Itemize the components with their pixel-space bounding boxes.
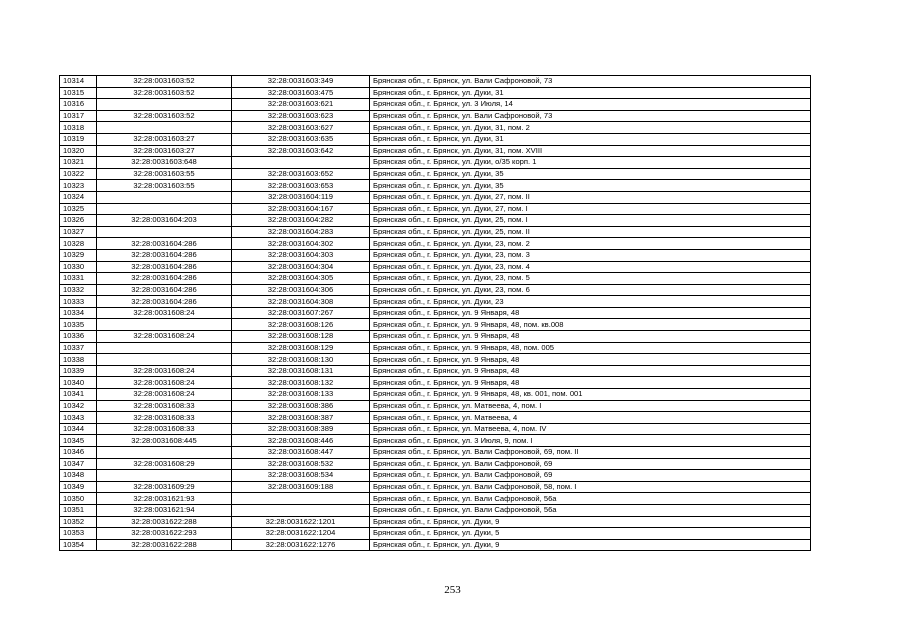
- address-cell: Брянская обл., г. Брянск, ул. Вали Сафроновой, 69, пом. II: [370, 447, 811, 459]
- row-number-cell: 10322: [60, 168, 97, 180]
- address-cell: Брянская обл., г. Брянск, ул. Дуки, 9: [370, 539, 811, 551]
- row-number-cell: 10315: [60, 87, 97, 99]
- address-cell: Брянская обл., г. Брянск, ул. Матвеева, 4: [370, 412, 811, 424]
- row-number-cell: 10350: [60, 493, 97, 505]
- row-number-cell: 10320: [60, 145, 97, 157]
- land-parcel-number-cell: 32:28:0031608:24: [97, 307, 232, 319]
- object-number-cell: 32:28:0031604:119: [232, 191, 370, 203]
- land-parcel-number-cell: [97, 470, 232, 482]
- table-row: [60, 481, 811, 493]
- address-cell: Брянская обл., г. Брянск, ул. Вали Сафроновой, 69: [370, 470, 811, 482]
- address-cell: Брянская обл., г. Брянск, ул. Вали Сафроновой, 73: [370, 110, 811, 122]
- row-number-cell: 10330: [60, 261, 97, 273]
- land-parcel-number-cell: 32:28:0031622:293: [97, 528, 232, 540]
- table-row: [60, 307, 811, 319]
- land-parcel-number-cell: 32:28:0031608:24: [97, 389, 232, 401]
- table-row: [60, 145, 811, 157]
- table-row: [60, 273, 811, 285]
- land-parcel-number-cell: 32:28:0031621:93: [97, 493, 232, 505]
- row-number-cell: 10333: [60, 296, 97, 308]
- table-row: [60, 261, 811, 273]
- object-number-cell: 32:28:0031604:306: [232, 284, 370, 296]
- land-parcel-number-cell: 32:28:0031604:286: [97, 296, 232, 308]
- object-number-cell: 32:28:0031608:389: [232, 423, 370, 435]
- land-parcel-number-cell: 32:28:0031608:33: [97, 400, 232, 412]
- land-parcel-number-cell: [97, 191, 232, 203]
- land-parcel-number-cell: 32:28:0031608:445: [97, 435, 232, 447]
- object-number-cell: 32:28:0031604:302: [232, 238, 370, 250]
- object-number-cell: 32:28:0031622:1201: [232, 516, 370, 528]
- land-parcel-number-cell: [97, 319, 232, 331]
- row-number-cell: 10354: [60, 539, 97, 551]
- object-number-cell: 32:28:0031604:303: [232, 249, 370, 261]
- object-number-cell: 32:28:0031608:446: [232, 435, 370, 447]
- object-number-cell: 32:28:0031603:635: [232, 133, 370, 145]
- land-parcel-number-cell: [97, 99, 232, 111]
- land-parcel-number-cell: [97, 354, 232, 366]
- address-cell: Брянская обл., г. Брянск, ул. Дуки, о/35 корп. 1: [370, 157, 811, 169]
- land-parcel-number-cell: 32:28:0031603:648: [97, 157, 232, 169]
- address-cell: Брянская обл., г. Брянск, ул. Дуки, 23, пом. 5: [370, 273, 811, 285]
- object-number-cell: 32:28:0031603:349: [232, 76, 370, 88]
- page-number: 253: [444, 584, 461, 596]
- table-row: [60, 157, 811, 169]
- row-number-cell: 10334: [60, 307, 97, 319]
- table-row: [60, 423, 811, 435]
- land-parcel-number-cell: 32:28:0031621:94: [97, 504, 232, 516]
- table-row: [60, 168, 811, 180]
- row-number-cell: 10344: [60, 423, 97, 435]
- land-parcel-number-cell: 32:28:0031604:286: [97, 238, 232, 250]
- land-parcel-number-cell: 32:28:0031603:27: [97, 145, 232, 157]
- land-parcel-number-cell: 32:28:0031608:29: [97, 458, 232, 470]
- row-number-cell: 10328: [60, 238, 97, 250]
- table-row: [60, 203, 811, 215]
- row-number-cell: 10332: [60, 284, 97, 296]
- address-cell: Брянская обл., г. Брянск, ул. Вали Сафроновой, 56а: [370, 504, 811, 516]
- object-number-cell: [232, 504, 370, 516]
- object-number-cell: 32:28:0031608:132: [232, 377, 370, 389]
- row-number-cell: 10349: [60, 481, 97, 493]
- row-number-cell: 10314: [60, 76, 97, 88]
- table-row: [60, 226, 811, 238]
- object-number-cell: 32:28:0031608:447: [232, 447, 370, 459]
- land-parcel-number-cell: 32:28:0031603:27: [97, 133, 232, 145]
- object-number-cell: 32:28:0031622:1276: [232, 539, 370, 551]
- table-row: [60, 365, 811, 377]
- land-parcel-number-cell: [97, 342, 232, 354]
- object-number-cell: 32:28:0031608:386: [232, 400, 370, 412]
- address-cell: Брянская обл., г. Брянск, ул. Дуки, 23, пом. 4: [370, 261, 811, 273]
- address-cell: Брянская обл., г. Брянск, ул. Матвеева, 4, пом. I: [370, 400, 811, 412]
- land-parcel-number-cell: 32:28:0031622:288: [97, 539, 232, 551]
- table-row: [60, 133, 811, 145]
- address-cell: Брянская обл., г. Брянск, ул. Дуки, 9: [370, 516, 811, 528]
- table-row: [60, 99, 811, 111]
- object-number-cell: 32:28:0031608:532: [232, 458, 370, 470]
- row-number-cell: 10326: [60, 215, 97, 227]
- object-number-cell: 32:28:0031608:133: [232, 389, 370, 401]
- object-number-cell: 32:28:0031608:129: [232, 342, 370, 354]
- object-number-cell: 32:28:0031603:653: [232, 180, 370, 192]
- address-cell: Брянская обл., г. Брянск, ул. Дуки, 31, пом. XVIII: [370, 145, 811, 157]
- address-cell: Брянская обл., г. Брянск, ул. Вали Сафроновой, 69: [370, 458, 811, 470]
- land-parcel-number-cell: 32:28:0031608:33: [97, 423, 232, 435]
- row-number-cell: 10342: [60, 400, 97, 412]
- address-cell: Брянская обл., г. Брянск, ул. Вали Сафроновой, 58, пом. I: [370, 481, 811, 493]
- object-number-cell: 32:28:0031603:652: [232, 168, 370, 180]
- land-parcel-number-cell: 32:28:0031603:52: [97, 110, 232, 122]
- row-number-cell: 10318: [60, 122, 97, 134]
- table-row: [60, 110, 811, 122]
- object-number-cell: 32:28:0031604:282: [232, 215, 370, 227]
- object-number-cell: 32:28:0031603:627: [232, 122, 370, 134]
- table-body: [60, 76, 811, 551]
- address-cell: Брянская обл., г. Брянск, ул. Дуки, 23, пом. 2: [370, 238, 811, 250]
- row-number-cell: 10319: [60, 133, 97, 145]
- address-cell: Брянская обл., г. Брянск, ул. Дуки, 25, пом. I: [370, 215, 811, 227]
- table-row: [60, 539, 811, 551]
- object-number-cell: 32:28:0031603:623: [232, 110, 370, 122]
- table-row: [60, 528, 811, 540]
- address-cell: Брянская обл., г. Брянск, ул. Дуки, 25, пом. II: [370, 226, 811, 238]
- object-number-cell: 32:28:0031608:387: [232, 412, 370, 424]
- row-number-cell: 10345: [60, 435, 97, 447]
- row-number-cell: 10341: [60, 389, 97, 401]
- table-row: [60, 284, 811, 296]
- table-row: [60, 493, 811, 505]
- row-number-cell: 10337: [60, 342, 97, 354]
- address-cell: Брянская обл., г. Брянск, ул. Дуки, 35: [370, 180, 811, 192]
- address-cell: Брянская обл., г. Брянск, ул. Дуки, 31: [370, 87, 811, 99]
- address-cell: Брянская обл., г. Брянск, ул. 3 Июля, 14: [370, 99, 811, 111]
- row-number-cell: 10353: [60, 528, 97, 540]
- land-parcel-number-cell: 32:28:0031622:288: [97, 516, 232, 528]
- row-number-cell: 10335: [60, 319, 97, 331]
- address-cell: Брянская обл., г. Брянск, ул. 9 Января, 48: [370, 365, 811, 377]
- row-number-cell: 10324: [60, 191, 97, 203]
- object-number-cell: 32:28:0031603:475: [232, 87, 370, 99]
- address-cell: Брянская обл., г. Брянск, ул. 9 Января, 48, кв. 001, пом. 001: [370, 389, 811, 401]
- table-row: [60, 76, 811, 88]
- object-number-cell: 32:28:0031608:128: [232, 331, 370, 343]
- row-number-cell: 10347: [60, 458, 97, 470]
- address-cell: Брянская обл., г. Брянск, ул. 3 Июля, 9, пом. I: [370, 435, 811, 447]
- table-row: [60, 389, 811, 401]
- object-number-cell: 32:28:0031603:621: [232, 99, 370, 111]
- land-parcel-number-cell: 32:28:0031609:29: [97, 481, 232, 493]
- address-cell: Брянская обл., г. Брянск, ул. Дуки, 35: [370, 168, 811, 180]
- row-number-cell: 10327: [60, 226, 97, 238]
- table-row: [60, 331, 811, 343]
- land-parcel-number-cell: 32:28:0031603:52: [97, 76, 232, 88]
- object-number-cell: 32:28:0031622:1204: [232, 528, 370, 540]
- object-number-cell: 32:28:0031608:131: [232, 365, 370, 377]
- row-number-cell: 10336: [60, 331, 97, 343]
- row-number-cell: 10331: [60, 273, 97, 285]
- land-parcel-number-cell: 32:28:0031604:286: [97, 261, 232, 273]
- table-row: [60, 470, 811, 482]
- land-parcel-number-cell: 32:28:0031608:24: [97, 331, 232, 343]
- table-row: [60, 504, 811, 516]
- address-cell: Брянская обл., г. Брянск, ул. Дуки, 27, пом. II: [370, 191, 811, 203]
- object-number-cell: 32:28:0031609:188: [232, 481, 370, 493]
- object-number-cell: [232, 493, 370, 505]
- address-cell: Брянская обл., г. Брянск, ул. Дуки, 31, пом. 2: [370, 122, 811, 134]
- row-number-cell: 10329: [60, 249, 97, 261]
- table-row: [60, 342, 811, 354]
- land-parcel-number-cell: [97, 203, 232, 215]
- row-number-cell: 10323: [60, 180, 97, 192]
- object-number-cell: [232, 157, 370, 169]
- land-parcel-number-cell: 32:28:0031608:33: [97, 412, 232, 424]
- table-row: [60, 319, 811, 331]
- land-parcel-number-cell: 32:28:0031603:52: [97, 87, 232, 99]
- row-number-cell: 10352: [60, 516, 97, 528]
- address-cell: Брянская обл., г. Брянск, ул. 9 Января, 48, пом. 005: [370, 342, 811, 354]
- table-row: [60, 215, 811, 227]
- address-cell: Брянская обл., г. Брянск, ул. 9 Января, 48, пом. кв.008: [370, 319, 811, 331]
- land-parcel-number-cell: [97, 122, 232, 134]
- object-number-cell: 32:28:0031608:130: [232, 354, 370, 366]
- table-row: [60, 180, 811, 192]
- address-cell: Брянская обл., г. Брянск, ул. Дуки, 23: [370, 296, 811, 308]
- address-cell: Брянская обл., г. Брянск, ул. Вали Сафроновой, 73: [370, 76, 811, 88]
- table-row: [60, 447, 811, 459]
- object-number-cell: 32:28:0031604:308: [232, 296, 370, 308]
- address-cell: Брянская обл., г. Брянск, ул. 9 Января, 48: [370, 377, 811, 389]
- land-parcel-number-cell: 32:28:0031604:286: [97, 273, 232, 285]
- object-number-cell: 32:28:0031608:126: [232, 319, 370, 331]
- land-parcel-number-cell: 32:28:0031604:203: [97, 215, 232, 227]
- table-row: [60, 354, 811, 366]
- table-row: [60, 377, 811, 389]
- land-parcel-number-cell: 32:28:0031603:55: [97, 168, 232, 180]
- land-parcel-number-cell: 32:28:0031604:286: [97, 284, 232, 296]
- object-number-cell: 32:28:0031604:305: [232, 273, 370, 285]
- land-parcel-number-cell: 32:28:0031604:286: [97, 249, 232, 261]
- row-number-cell: 10338: [60, 354, 97, 366]
- object-number-cell: 32:28:0031604:167: [232, 203, 370, 215]
- row-number-cell: 10346: [60, 447, 97, 459]
- object-number-cell: 32:28:0031604:304: [232, 261, 370, 273]
- land-parcel-number-cell: [97, 447, 232, 459]
- address-cell: Брянская обл., г. Брянск, ул. 9 Января, 48: [370, 354, 811, 366]
- land-parcel-number-cell: 32:28:0031608:24: [97, 377, 232, 389]
- table-row: [60, 238, 811, 250]
- cadastral-register-table: [59, 75, 811, 551]
- table-row: [60, 458, 811, 470]
- row-number-cell: 10340: [60, 377, 97, 389]
- table-row: [60, 412, 811, 424]
- table-row: [60, 400, 811, 412]
- land-parcel-number-cell: 32:28:0031608:24: [97, 365, 232, 377]
- address-cell: Брянская обл., г. Брянск, ул. 9 Января, 48: [370, 307, 811, 319]
- table-row: [60, 516, 811, 528]
- row-number-cell: 10339: [60, 365, 97, 377]
- table-row: [60, 249, 811, 261]
- object-number-cell: 32:28:0031604:283: [232, 226, 370, 238]
- table-row: [60, 87, 811, 99]
- object-number-cell: 32:28:0031607:267: [232, 307, 370, 319]
- address-cell: Брянская обл., г. Брянск, ул. Дуки, 23, пом. 3: [370, 249, 811, 261]
- row-number-cell: 10351: [60, 504, 97, 516]
- address-cell: Брянская обл., г. Брянск, ул. 9 Января, 48: [370, 331, 811, 343]
- table-row: [60, 435, 811, 447]
- address-cell: Брянская обл., г. Брянск, ул. Дуки, 27, пом. I: [370, 203, 811, 215]
- table-row: [60, 191, 811, 203]
- row-number-cell: 10325: [60, 203, 97, 215]
- land-parcel-number-cell: [97, 226, 232, 238]
- address-cell: Брянская обл., г. Брянск, ул. Вали Сафроновой, 56а: [370, 493, 811, 505]
- address-cell: Брянская обл., г. Брянск, ул. Дуки, 5: [370, 528, 811, 540]
- object-number-cell: 32:28:0031608:534: [232, 470, 370, 482]
- row-number-cell: 10321: [60, 157, 97, 169]
- address-cell: Брянская обл., г. Брянск, ул. Матвеева, 4, пом. IV: [370, 423, 811, 435]
- row-number-cell: 10348: [60, 470, 97, 482]
- table-row: [60, 296, 811, 308]
- table-row: [60, 122, 811, 134]
- address-cell: Брянская обл., г. Брянск, ул. Дуки, 23, пом. 6: [370, 284, 811, 296]
- row-number-cell: 10316: [60, 99, 97, 111]
- object-number-cell: 32:28:0031603:642: [232, 145, 370, 157]
- address-cell: Брянская обл., г. Брянск, ул. Дуки, 31: [370, 133, 811, 145]
- land-parcel-number-cell: 32:28:0031603:55: [97, 180, 232, 192]
- row-number-cell: 10317: [60, 110, 97, 122]
- row-number-cell: 10343: [60, 412, 97, 424]
